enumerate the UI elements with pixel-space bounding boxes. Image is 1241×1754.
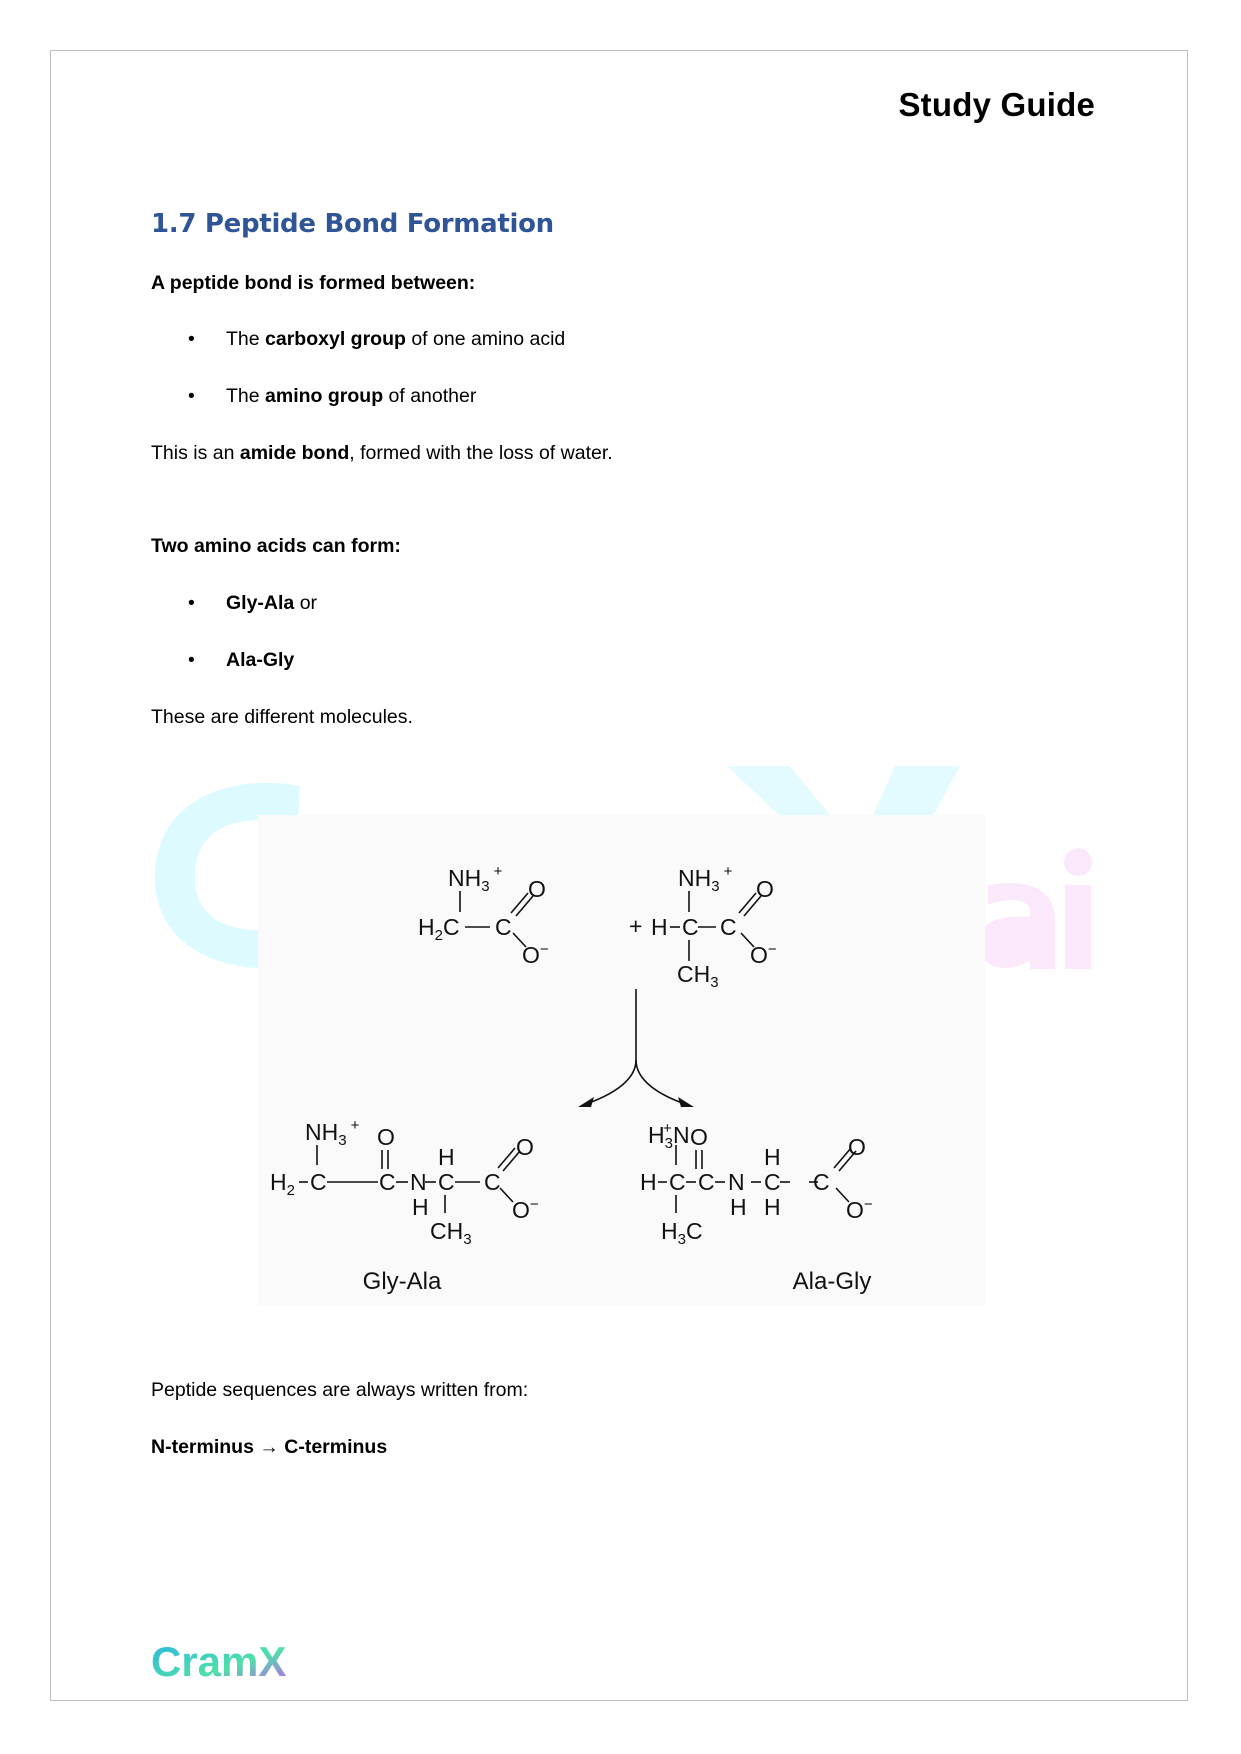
text-prefix: This is an: [151, 442, 240, 464]
svg-text:O−: O−: [846, 1196, 873, 1223]
different-molecules-text: These are different molecules.: [151, 706, 413, 728]
svg-text:O: O: [756, 876, 774, 902]
bullet-glyph: •: [188, 649, 195, 671]
svg-text:H: H: [640, 1169, 657, 1195]
svg-text:C: C: [484, 1169, 501, 1195]
sequence-sentence: Peptide sequences are always written from:: [151, 1379, 529, 1401]
svg-text:C: C: [720, 914, 737, 940]
svg-text:H: H: [412, 1194, 429, 1220]
svg-text:NH3+: $NH_3^+$: [678, 863, 733, 895]
bullet-ala-gly: [226, 649, 294, 672]
form-heading: Two amino acids can form:: [151, 535, 401, 557]
svg-text:H: H: [438, 1144, 455, 1170]
bullet-text-bold: amino group: [265, 385, 384, 407]
bullet-text-suffix: of one amino acid: [405, 328, 566, 350]
svg-text:H: H: [764, 1194, 781, 1220]
bullet-text-suffix: of another: [383, 385, 477, 407]
svg-text:C: C: [379, 1169, 396, 1195]
bullet-text-bold: Gly-Ala: [226, 592, 295, 614]
svg-text:O−: O−: [750, 941, 777, 968]
svg-text:C: C: [698, 1169, 715, 1195]
bullet-amino: [226, 385, 476, 408]
svg-text:C: C: [495, 914, 512, 940]
svg-text:H3N: $H_3N$: [648, 1122, 690, 1152]
section-heading: 1.7 Peptide Bond Formation: [151, 209, 554, 239]
svg-text:C: C: [669, 1169, 686, 1195]
svg-text:N: N: [410, 1169, 427, 1195]
reaction-scheme: [258, 815, 985, 1305]
svg-text:NH3+: $NH_3^+$: [448, 863, 503, 895]
amide-sentence: [151, 442, 613, 465]
bullet-text-prefix: The: [226, 328, 266, 350]
svg-text:H3C: $H_3C$: [661, 1218, 703, 1248]
svg-text:CH3: $CH_3$: [430, 1218, 472, 1248]
svg-text:O−: O−: [512, 1196, 539, 1223]
document-title: Study Guide: [898, 86, 1095, 123]
svg-text:CramX: CramX: [151, 1638, 287, 1685]
bullet-text-suffix: or: [294, 592, 318, 614]
svg-text:C: C: [310, 1169, 327, 1195]
bullet-text-bold: Ala-Gly: [226, 649, 295, 671]
svg-text:NH3+: $NH_3^+$: [305, 1117, 360, 1149]
svg-text:O: O: [516, 1134, 534, 1160]
bullet-carboxyl: [226, 328, 565, 351]
text-suffix: , formed with the loss of water.: [349, 442, 613, 464]
text-bold: amide bond: [239, 442, 350, 464]
svg-text:O: O: [848, 1134, 866, 1160]
gly-ala-label: Gly-Ala: [362, 1268, 442, 1295]
svg-text:+: +: [629, 913, 643, 939]
ala-gly-label: Ala-Gly: [792, 1268, 872, 1295]
cramx-logo: [151, 1628, 311, 1688]
bullet-text-prefix: The: [226, 385, 266, 407]
bullet-glyph: •: [188, 328, 195, 350]
bullet-glyph: •: [188, 592, 195, 614]
svg-text:H2: $H_2$: [270, 1169, 295, 1199]
svg-text:O: O: [690, 1124, 708, 1150]
svg-text:C: C: [813, 1169, 830, 1195]
intro-heading: A peptide bond is formed between:: [151, 272, 476, 294]
svg-text:CH3: $CH_3$: [677, 961, 719, 991]
direction-text: N-terminus → C-terminus: [151, 1436, 388, 1458]
svg-text:H: H: [730, 1194, 747, 1220]
peptide-reaction-diagram: [258, 815, 985, 1305]
bullet-text-bold: carboxyl group: [265, 328, 406, 350]
bullet-glyph: •: [188, 385, 195, 407]
svg-text:C: C: [438, 1169, 455, 1195]
svg-text:H: H: [764, 1144, 781, 1170]
svg-text:C: C: [764, 1169, 781, 1195]
svg-text:O: O: [377, 1124, 395, 1150]
svg-text:H: H: [651, 914, 668, 940]
bullet-gly-ala: [226, 592, 317, 615]
svg-text:H2C: $H_2C$: [418, 914, 460, 944]
svg-text:O−: O−: [522, 941, 549, 968]
svg-text:N: N: [728, 1169, 745, 1195]
svg-text:O: O: [528, 876, 546, 902]
svg-text:+: +: [663, 1120, 672, 1137]
svg-text:C: C: [682, 914, 699, 940]
